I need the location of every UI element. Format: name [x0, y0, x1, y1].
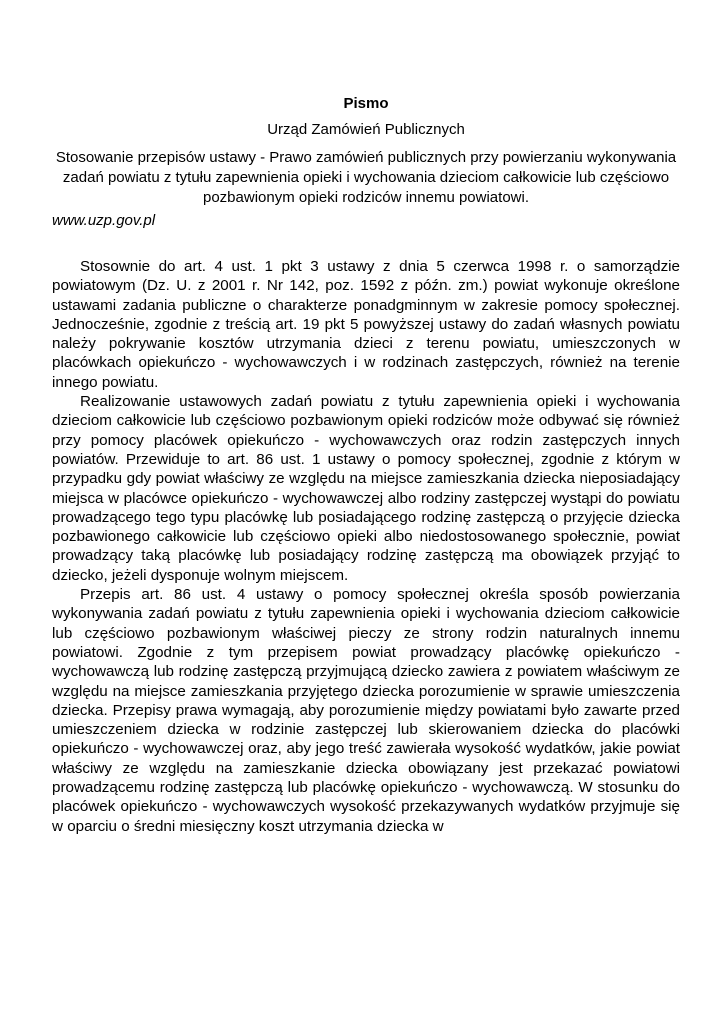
body-paragraph: Stosownie do art. 4 ust. 1 pkt 3 ustawy z dnia 5 czerwca 1998 r. o samorządzie powiatowym (Dz. U. z 2001 r. Nr 142, poz. 1592 z późn. zm.) powiat wykonuje określone ustawami zadania publiczne o charakterze ponadgminnym w zakresie pomocy społecznej. Jednocześnie, zgodnie z treścią art. 19 pkt 5 powyższej ustawy do zadań własnych powiatu należy pokrywanie kosztów utrzymania dzieci z terenu powiatu, umieszczonych w placówkach opiekuńczo - wychowawczych i w rodzinach zastępczych, również na terenie innego powiatu. — [52, 258, 680, 391]
body-paragraph: Przepis art. 86 ust. 4 ustawy o pomocy społecznej określa sposób powierzania wykonywania zadań powiatu z tytułu zapewnienia opieki i wychowania dzieciom całkowicie lub częściowo pozbawionym właściwej pieczy ze strony rodzin naturalnych innemu powiatowi. Zgodnie z tym przepisem powiat prowadzący placówkę opiekuńczo - wychowawczą lub rodzinę zastępczą przyjmującą dziecko zawiera z powiatem właściwym ze względu na miejsce zamieszkania przyjętego dziecka porozumienie w sprawie umieszczenia dziecka. Przepisy prawa wymagają, aby porozumienie między powiatami było zawarte przed umieszczeniem dziecka w rodzinie zastępczej lub skierowaniem dziecka do placówki opiekuńczo - wychowawczej oraz, aby jego treść zawierała wysokość wydatków, jakie powiat właściwy ze względu na zamieszkanie dziecka obowiązany jest przekazać powiatowi prowadzącemu rodzinę zastępczą lub placówkę opiekuńczo - wychowawczą. W stosunku do placówek opiekuńczo - wychowawczych wysokość przekazywanych wydatków przyjmuje się w oparciu o średni miesięczny koszt utrzymania dziecka w — [52, 586, 680, 835]
document-type-heading: Pismo — [343, 95, 389, 112]
document-subject: Stosowanie przepisów ustawy - Prawo zamówień publicznych przy powierzaniu wykonywania zadań powiatu z tytułu zapewnienia opieki i wychowania dzieciom całkowicie lub częściowo pozbawionym opieki rodziców innemu powiatowi. — [55, 149, 677, 206]
issuer-name: Urząd Zamówień Publicznych — [267, 121, 465, 138]
body-paragraph: Realizowanie ustawowych zadań powiatu z tytułu zapewnienia opieki i wychowania dzieciom całkowicie lub częściowo pozbawionym opieki rodziców może odbywać się również przy pomocy placówek opiekuńczo - wychowawczych oraz rodzin zastępczych innych powiatów. Przewiduje to art. 86 ust. 1 ustawy o pomocy społecznej, zgodnie z którym w przypadku gdy powiat właściwy ze względu na miejsce zamieszkania dziecka nieposiadający miejsca w placówce opiekuńczo - wychowawczej albo rodziny zastępczej wystąpi do powiatu prowadzącego tego typu placówkę lub posiadającego rodzinę zastępczą o przyjęcie dziecka pozbawionego całkowicie lub częściowo opieki albo niedostosowanego społecznie, powiat prowadzący taką placówkę lub posiadający rodzinę zastępczą ma obowiązek przyjąć to dziecko, jeżeli dysponuje wolnym miejscem. — [52, 393, 680, 584]
document-page — [52, 94, 680, 836]
document-body — [52, 257, 680, 836]
source-url: www.uzp.gov.pl — [52, 212, 156, 229]
